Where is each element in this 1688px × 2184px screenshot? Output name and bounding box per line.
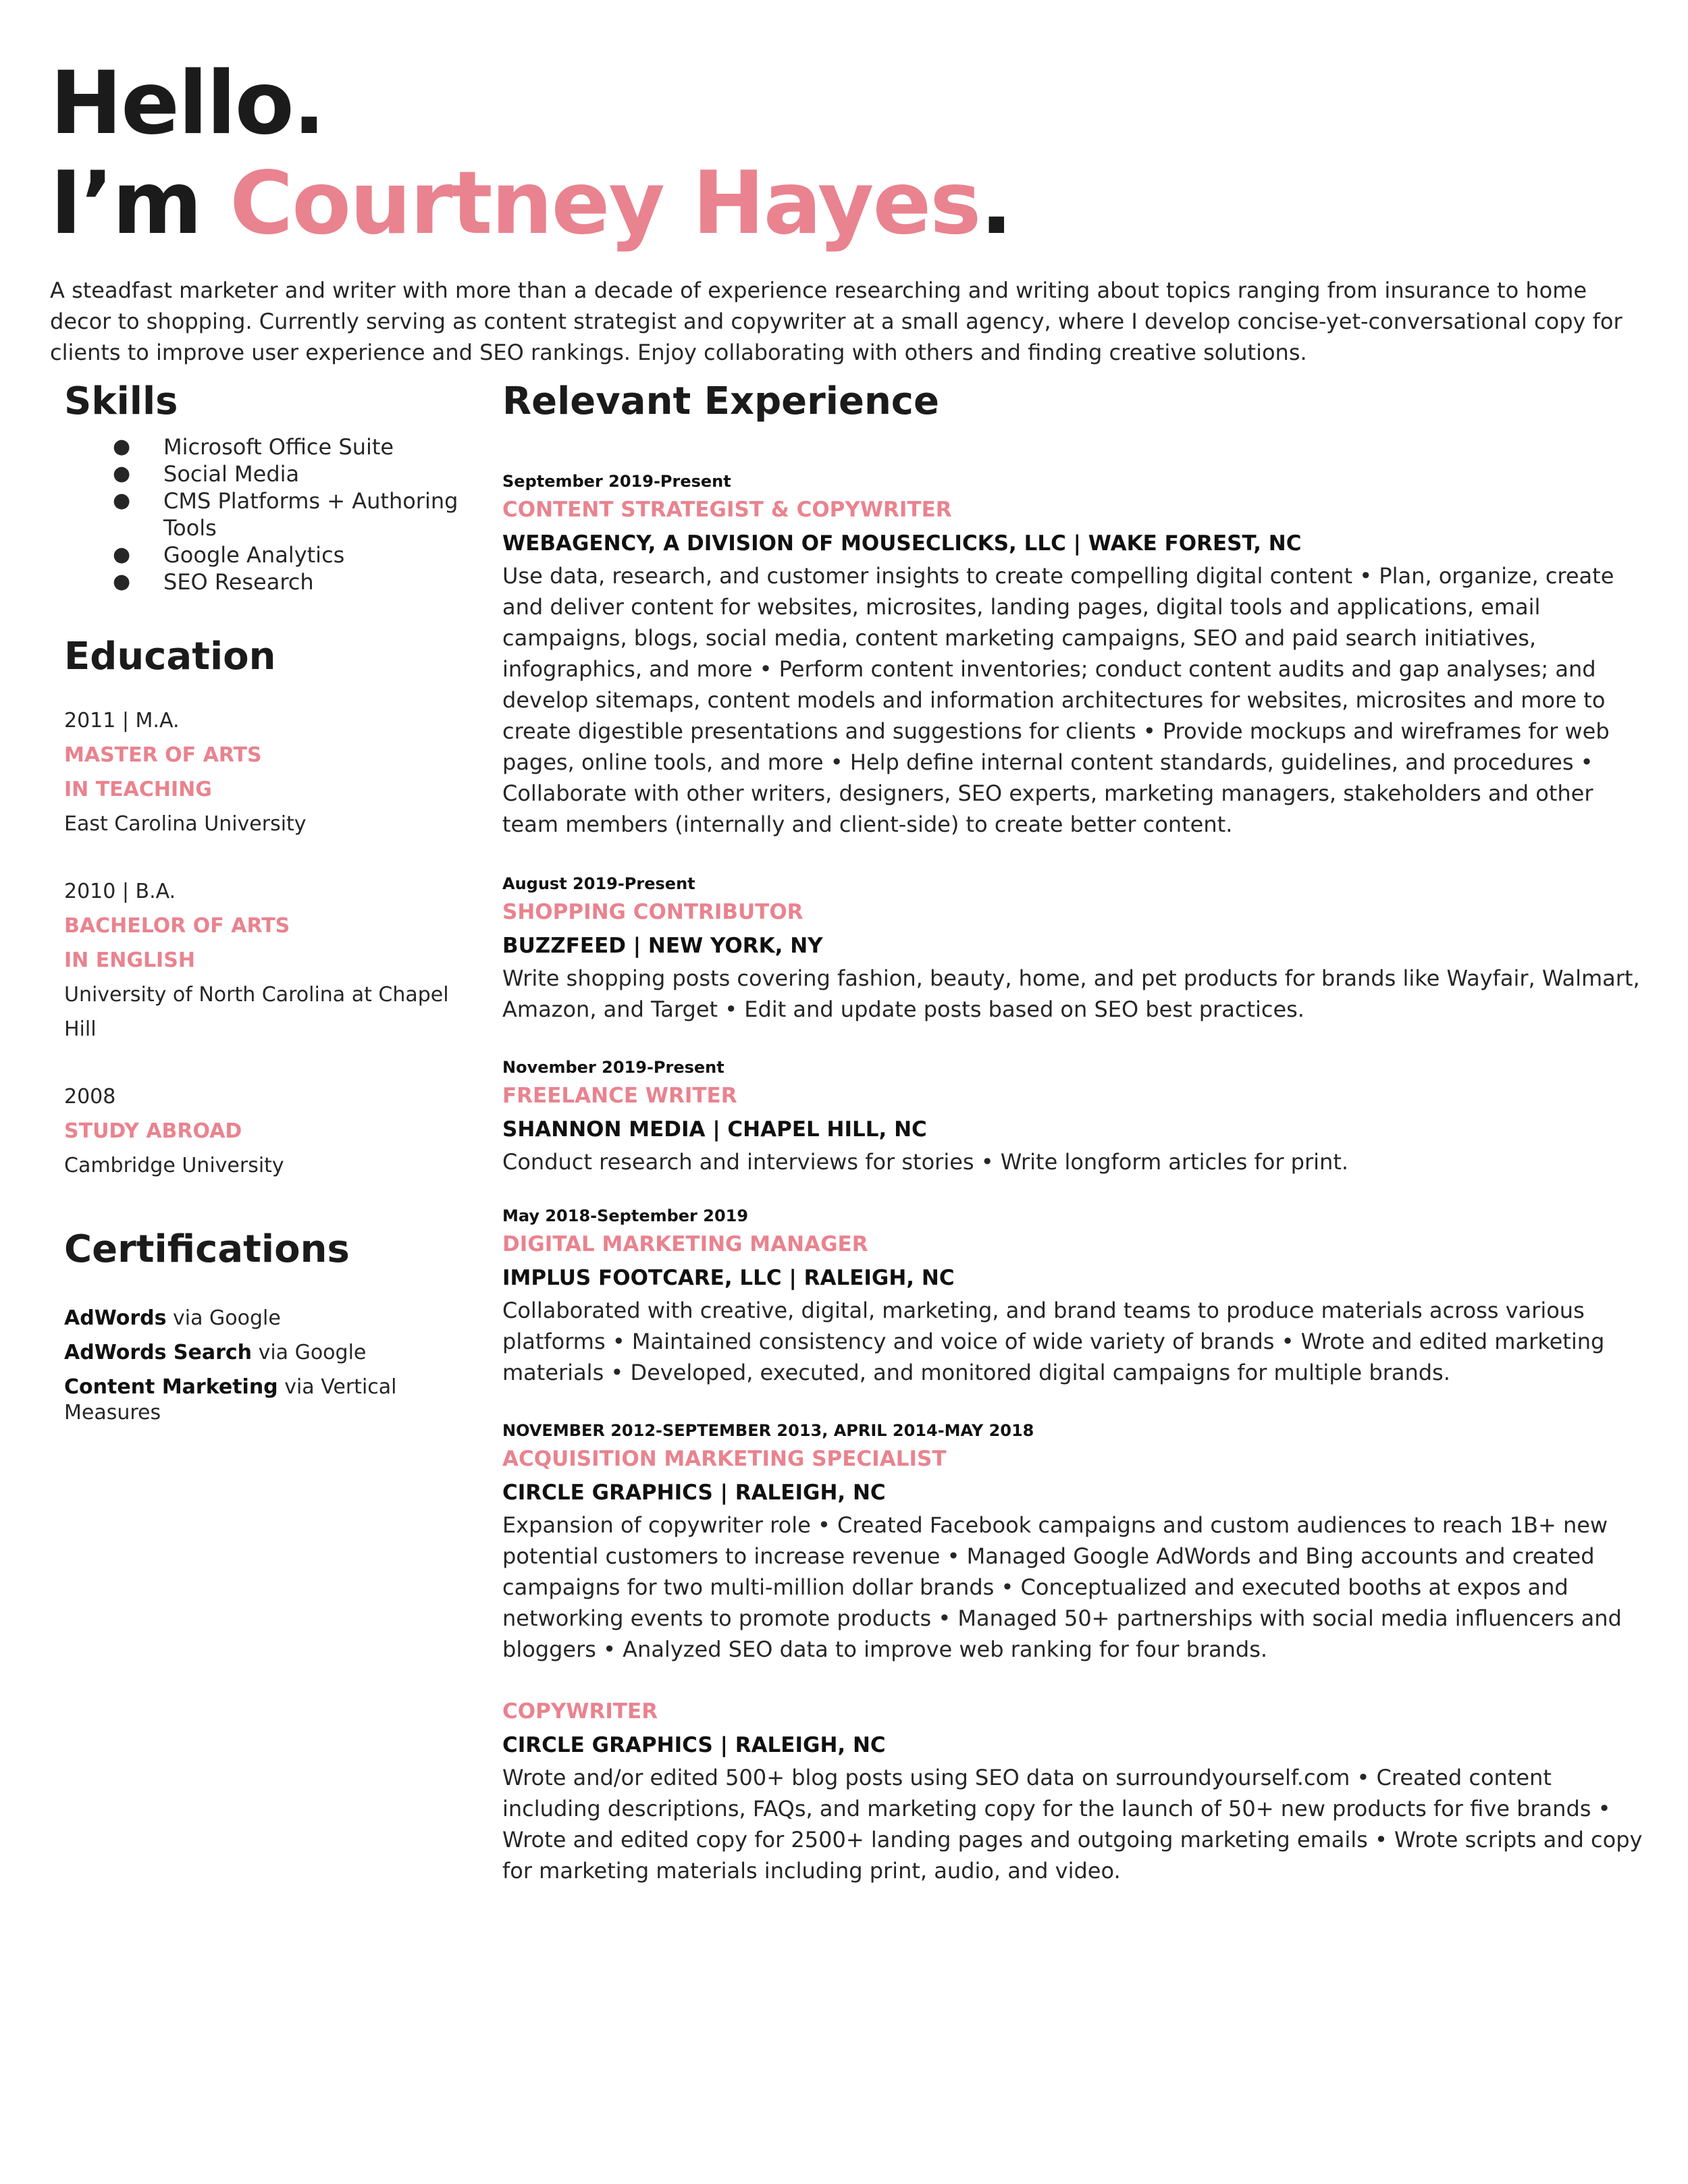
skills-heading: Skills: [64, 379, 178, 423]
job-title: FREELANCE WRITER: [502, 1084, 737, 1108]
education-year: 2008: [64, 1085, 116, 1109]
job-entry: [502, 1056, 1643, 1177]
job-date: November 2019-Present: [502, 1058, 724, 1077]
hero-heading: [50, 54, 1643, 254]
job-title: ACQUISITION MARKETING SPECIALIST: [502, 1447, 947, 1471]
skill-label: Google Analytics: [163, 542, 345, 568]
bullet-icon: ●: [113, 435, 131, 458]
skill-item: [64, 460, 469, 487]
bullet-icon: ●: [113, 489, 131, 512]
education-heading: Education: [64, 635, 276, 678]
job-description: Wrote and/or edited 500+ blog posts using SEO data on surroundyourself.com • Created content including descriptions, FAQs, and marketing copy for the launch of 50+ new products for five brands • Wrote and edited copy for 2500+ landing pages and outgoing marketing emails • Wrote scripts and copy for marketing materials including print, audio, and video.: [502, 1765, 1643, 1884]
certification-item: [64, 1375, 469, 1426]
job-date: NOVEMBER 2012-SEPTEMBER 2013, APRIL 2014-MAY 2018: [502, 1421, 1034, 1440]
skill-item: [64, 568, 469, 595]
name-line: [50, 154, 1643, 254]
experience-heading: Relevant Experience: [502, 379, 939, 423]
education-entry: [64, 874, 469, 1046]
skills-list: [64, 433, 469, 595]
skill-item: [64, 433, 469, 460]
job-date: August 2019-Present: [502, 874, 695, 893]
certification-issuer: via Google: [166, 1306, 281, 1330]
job-description: Conduct research and interviews for stories • Write longform articles for print.: [502, 1149, 1349, 1175]
job-title: COPYWRITER: [502, 1699, 658, 1724]
job-date: September 2019-Present: [502, 472, 731, 491]
skill-item: [64, 487, 469, 541]
education-school: East Carolina University: [64, 812, 307, 836]
education-degree: MASTER OF ARTS: [64, 743, 262, 767]
certification-issuer: via Vertical Measures: [64, 1375, 397, 1424]
job-description: Use data, research, and customer insights to create compelling digital content • Plan, organize, create and deliver content for websites, microsites, landing pages, digital tools and applications, email campaigns, blogs, social media, content marketing campaigns, SEO and paid search initiatives, infographics, and more • Perform content inventories; conduct content audits and gap analyses; and develop sitemaps, content models and information architectures for websites, microsites and more to create digestible presentations and suggestions for clients • Provide mockups and wireframes for web pages, online tools, and more • Help define internal content standards, guidelines, and procedures • Collaborate with other writers, designers, SEO experts, marketing managers, stakeholders and other team members (internally and client-side) to create better content.: [502, 563, 1614, 837]
im-text: I’m: [50, 153, 230, 254]
job-entry: [502, 1695, 1643, 1886]
job-description: Write shopping posts covering fashion, beauty, home, and pet products for brands like Wayfair, Walmart, Amazon, and Target • Edit and update posts based on SEO best practices.: [502, 965, 1640, 1022]
right-column: [502, 378, 1643, 1886]
skill-label: CMS Platforms + Authoring Tools: [163, 488, 458, 541]
skill-label: Social Media: [163, 461, 300, 487]
job-title: DIGITAL MARKETING MANAGER: [502, 1232, 868, 1256]
education-degree: BACHELOR OF ARTS: [64, 914, 290, 938]
education-degree-field: IN TEACHING: [64, 778, 212, 801]
bullet-icon: ●: [113, 462, 131, 485]
education-school: Cambridge University: [64, 1154, 284, 1177]
candidate-name: Courtney Hayes: [230, 153, 980, 254]
certifications-heading: Certifications: [64, 1227, 350, 1271]
job-description: Expansion of copywriter role • Created Facebook campaigns and custom audiences to reach 1B+ new potential customers to increase revenue • Managed Google AdWords and Bing accounts and created campaigns for two multi-million dollar brands • Conceptualized and executed booths at expos and networking events to promote products • Managed 50+ partnerships with social media influencers and bloggers • Analyzed SEO data to improve web ranking for four brands.: [502, 1512, 1622, 1662]
education-degree: STUDY ABROAD: [64, 1119, 242, 1143]
certification-item: [64, 1306, 469, 1331]
bullet-icon: ●: [113, 543, 131, 566]
greeting-line: Hello.: [50, 53, 325, 154]
job-company: BUZZFEED | NEW YORK, NY: [502, 934, 823, 958]
job-date: May 2018-September 2019: [502, 1206, 749, 1225]
certifications-list: [64, 1306, 469, 1426]
job-company: IMPLUS FOOTCARE, LLC | RALEIGH, NC: [502, 1266, 955, 1290]
education-degree-field: IN ENGLISH: [64, 949, 195, 972]
job-title: CONTENT STRATEGIST & COPYWRITER: [502, 498, 952, 522]
intro-summary: A steadfast marketer and writer with more than a decade of experience researching and writing about topics ranging from insurance to home decor to shopping. Currently serving as content strategist and copywriter at a small agency, where I develop concise-yet-conversational copy for clients to improve user experience and SEO rankings. Enjoy collaborating with others and finding creative solutions.: [50, 277, 1623, 365]
job-company: WEBAGENCY, A DIVISION OF MOUSECLICKS, LLC | WAKE FOREST, NC: [502, 531, 1302, 556]
education-entry: [64, 703, 469, 841]
certification-issuer: via Google: [252, 1341, 367, 1364]
certification-name: Content Marketing: [64, 1375, 278, 1399]
left-column: [64, 378, 469, 1435]
skill-label: SEO Research: [163, 569, 314, 595]
skill-label: Microsoft Office Suite: [163, 434, 394, 460]
bullet-icon: ●: [113, 570, 131, 593]
job-company: SHANNON MEDIA | CHAPEL HILL, NC: [502, 1117, 927, 1142]
education-school: University of North Carolina at Chapel Hill: [64, 983, 449, 1041]
name-period: .: [980, 153, 1012, 254]
job-entry: [502, 1419, 1643, 1665]
certification-item: [64, 1340, 469, 1366]
job-company: CIRCLE GRAPHICS | RALEIGH, NC: [502, 1481, 886, 1505]
education-year: 2011 | M.A.: [64, 709, 180, 733]
education-year: 2010 | B.A.: [64, 880, 176, 903]
job-entry: [502, 1204, 1643, 1388]
certification-name: AdWords: [64, 1306, 167, 1330]
job-title: SHOPPING CONTRIBUTOR: [502, 900, 803, 924]
job-entry: [502, 872, 1643, 1025]
certification-name: AdWords Search: [64, 1341, 253, 1364]
job-description: Collaborated with creative, digital, marketing, and brand teams to produce materials across various platforms • Maintained consistency and voice of wide variety of brands • Wrote and edited marketing materials • Developed, executed, and monitored digital campaigns for multiple brands.: [502, 1298, 1605, 1385]
job-company: CIRCLE GRAPHICS | RALEIGH, NC: [502, 1733, 886, 1757]
skill-item: [64, 541, 469, 568]
job-entry: [502, 470, 1643, 840]
education-entry: [64, 1080, 469, 1183]
